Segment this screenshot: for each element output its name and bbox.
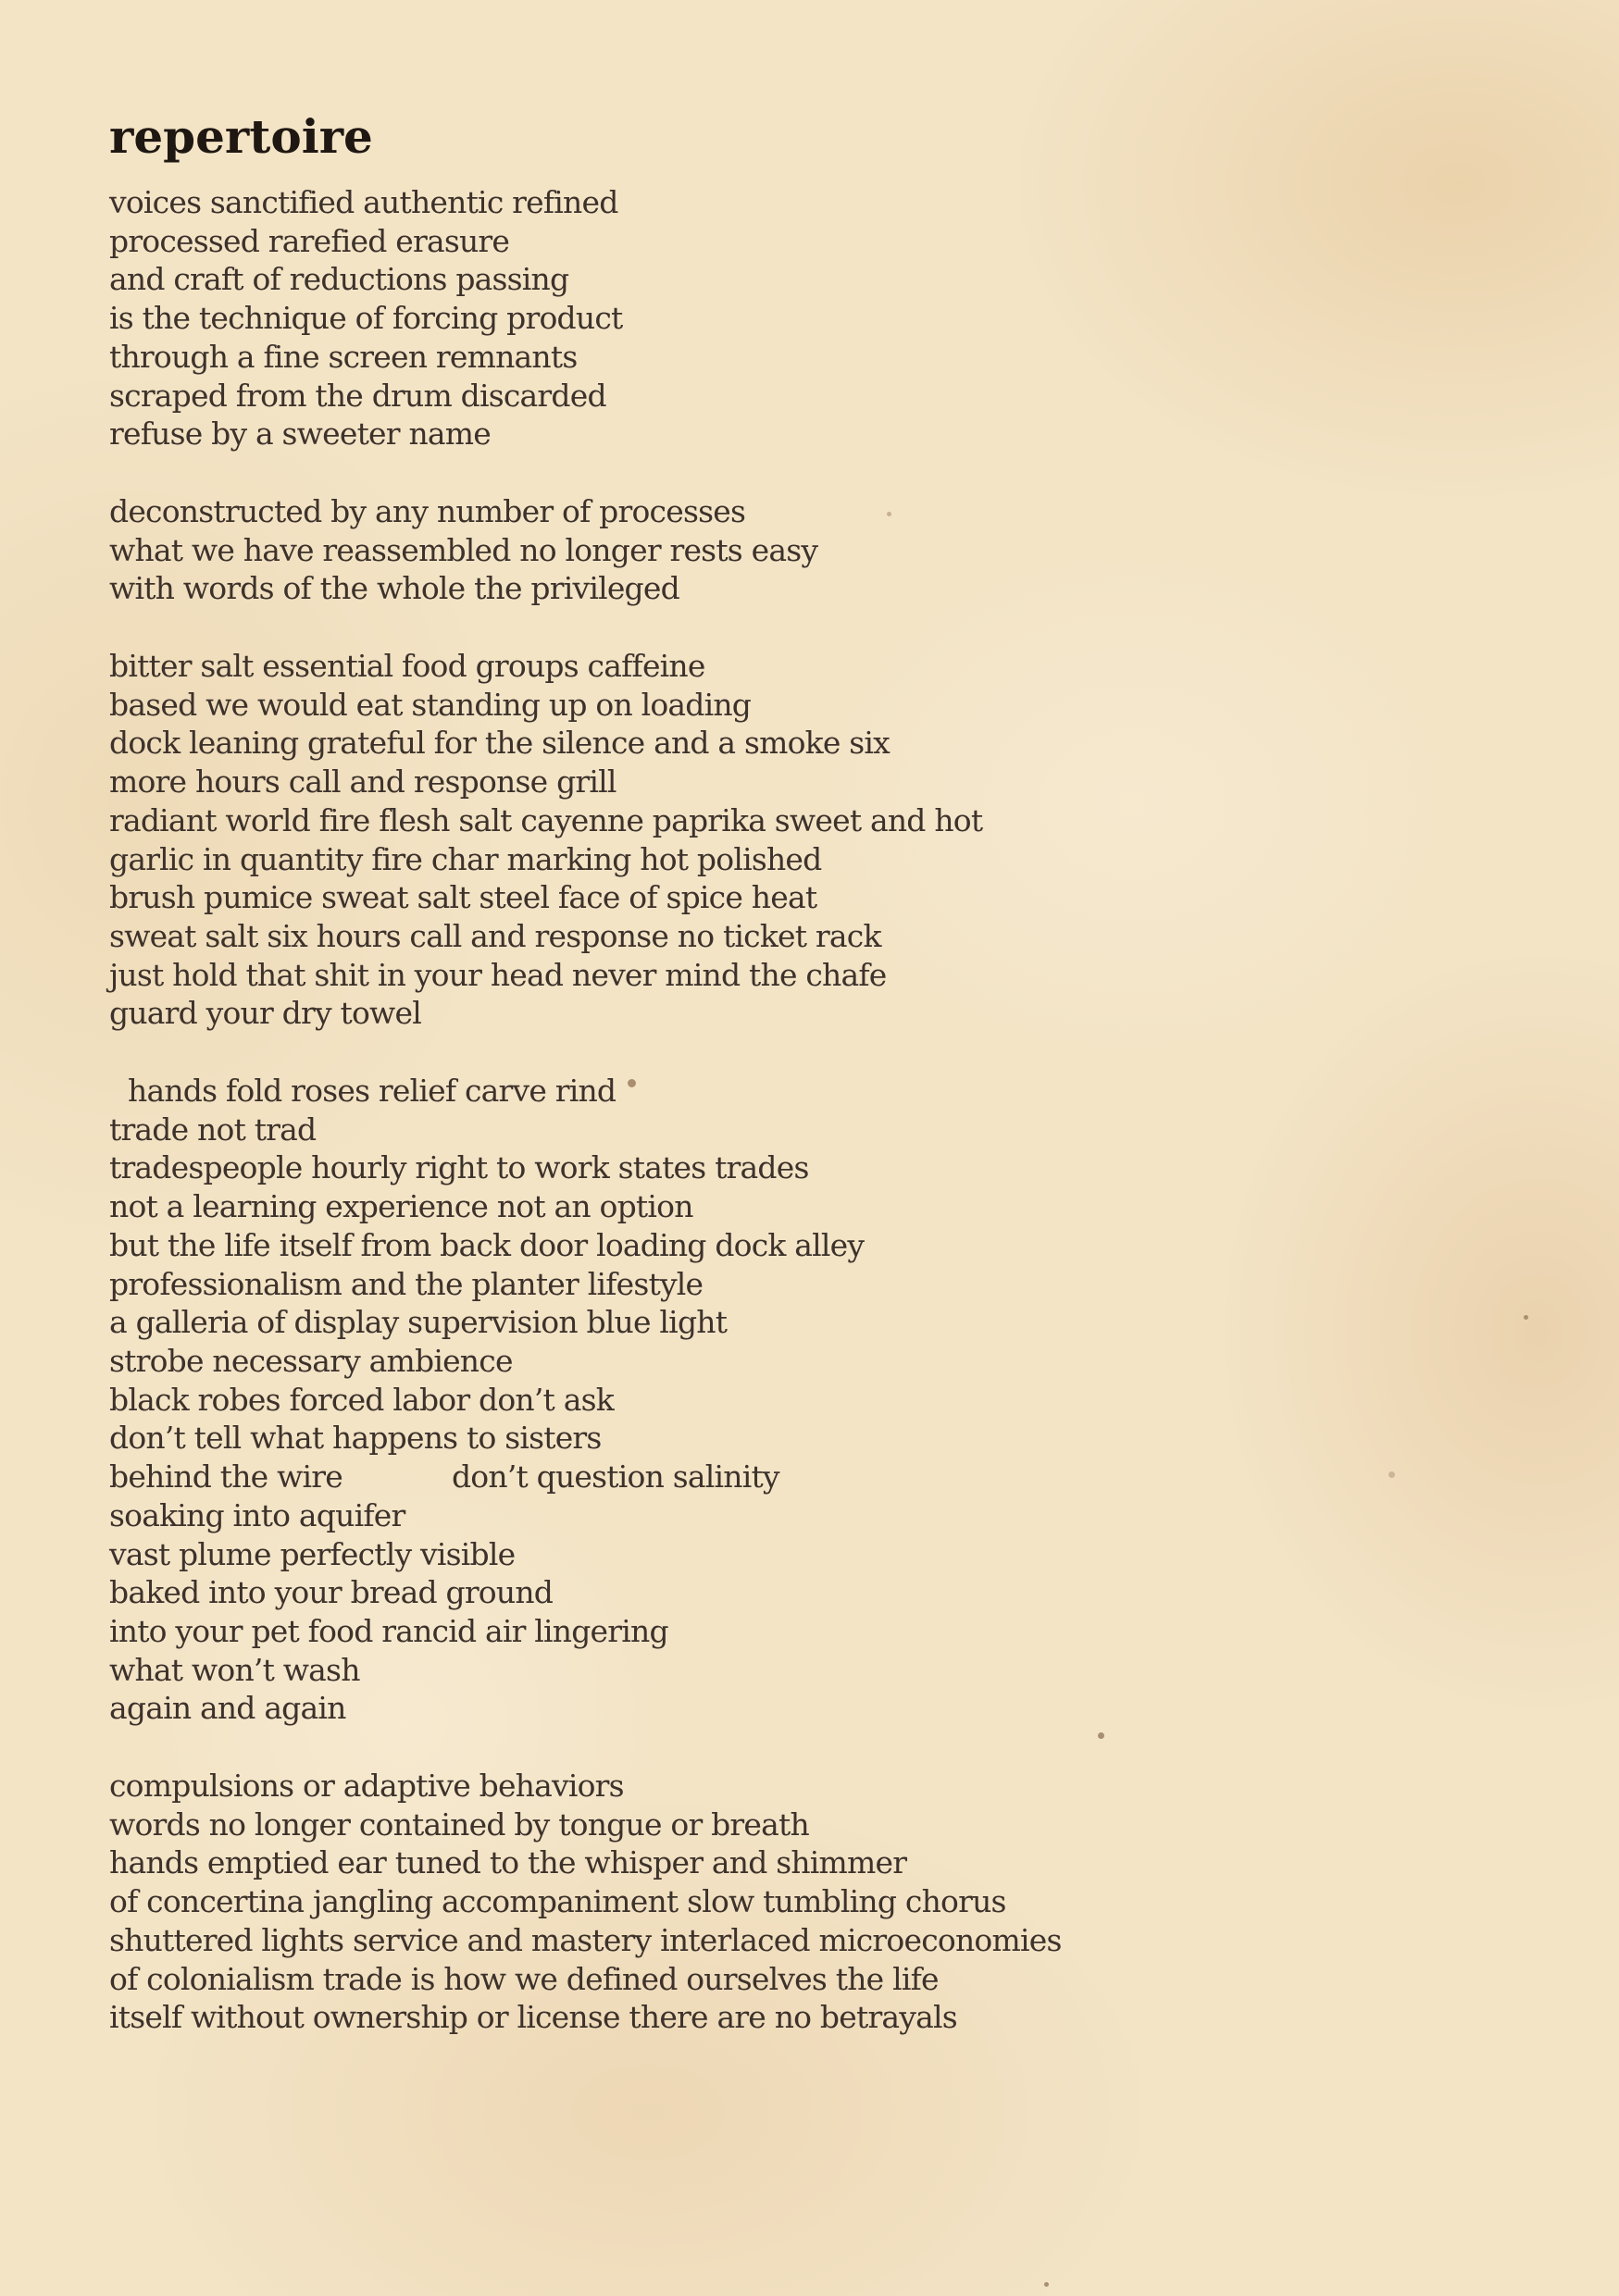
stanza-2 bbox=[109, 492, 1498, 608]
poem-line: scraped from the drum discarded bbox=[109, 377, 606, 414]
poem-line: sweat salt six hours call and response no ticket rack bbox=[109, 917, 881, 954]
paper-speck bbox=[628, 1079, 636, 1087]
poem-line: deconstructed by any number of processes bbox=[109, 492, 746, 529]
poem-line: a galleria of display supervision blue light bbox=[109, 1304, 728, 1341]
stanza-3 bbox=[109, 647, 1498, 1033]
poem-line: into your pet food rancid air lingering bbox=[109, 1612, 668, 1649]
poem-line: shuttered lights service and mastery interlaced microeconomies bbox=[109, 1921, 1062, 1958]
poem-line: but the life itself from back door loading dock alley bbox=[109, 1226, 865, 1263]
poem-page bbox=[109, 104, 1498, 2076]
poem-line: guard your dry towel bbox=[109, 995, 421, 1032]
poem-line: don’t tell what happens to sisters bbox=[109, 1420, 602, 1457]
poem-line: processed rarefied erasure bbox=[109, 222, 510, 259]
poem-line: garlic in quantity fire char marking hot polished bbox=[109, 840, 822, 877]
poem-line: with words of the whole the privileged bbox=[109, 570, 679, 607]
poem-line: of colonialism trade is how we defined ourselves the life bbox=[109, 1960, 939, 1997]
poem-line: hands emptied ear tuned to the whisper and shimmer bbox=[109, 1844, 907, 1881]
poem-line: vast plume perfectly visible bbox=[109, 1535, 516, 1572]
poem-line: baked into your bread ground bbox=[109, 1574, 554, 1611]
poem-line: words no longer contained by tongue or breath bbox=[109, 1806, 809, 1843]
poem-line: and craft of reductions passing bbox=[109, 261, 569, 298]
poem-line: through a fine screen remnants bbox=[109, 338, 578, 375]
poem-line-indented bbox=[109, 1072, 1498, 1111]
poem-line: voices sanctified authentic refined bbox=[109, 184, 618, 220]
poem-line: not a learning experience not an option bbox=[109, 1188, 693, 1225]
stanza-5 bbox=[109, 1767, 1498, 2037]
poem-line: is the technique of forcing product bbox=[109, 300, 623, 337]
poem-line: professionalism and the planter lifestyle bbox=[109, 1265, 704, 1302]
poem-line: tradespeople hourly right to work states trades bbox=[109, 1149, 809, 1186]
poem-title: repertoire bbox=[109, 109, 373, 164]
poem-line-right: don’t question salinity bbox=[451, 1458, 779, 1496]
poem-line: refuse by a sweeter name bbox=[109, 416, 491, 453]
poem-line: soaking into aquifer bbox=[109, 1496, 405, 1533]
poem-line: trade not trad bbox=[109, 1111, 317, 1148]
poem-line: brush pumice sweat salt steel face of spice heat bbox=[109, 879, 817, 916]
poem-line: of concertina jangling accompaniment slow tumbling chorus bbox=[109, 1883, 1006, 1920]
poem-line: again and again bbox=[109, 1690, 346, 1727]
stanza-4 bbox=[109, 1072, 1498, 1728]
poem-line: what won’t wash bbox=[109, 1651, 360, 1688]
poem-line: black robes forced labor don’t ask bbox=[109, 1381, 614, 1418]
poem-line: bitter salt essential food groups caffeine bbox=[109, 648, 705, 685]
poem-line: radiant world fire flesh salt cayenne paprika sweet and hot bbox=[109, 801, 983, 838]
poem-line: what we have reassembled no longer rests easy bbox=[109, 531, 818, 568]
poem-line: more hours call and response grill bbox=[109, 763, 616, 800]
poem-line: dock leaning grateful for the silence and a smoke six bbox=[109, 725, 890, 762]
paper-speck bbox=[1524, 1315, 1528, 1320]
poem-line: compulsions or adaptive behaviors bbox=[109, 1768, 624, 1805]
poem-line-left: behind the wire bbox=[109, 1458, 342, 1496]
poem-line: based we would eat standing up on loading bbox=[109, 686, 752, 723]
paper-speck bbox=[1044, 2282, 1049, 2287]
paper-speck bbox=[887, 512, 891, 516]
poem-line: just hold that shit in your head never mind the chafe bbox=[109, 956, 887, 993]
poem-line: strobe necessary ambience bbox=[109, 1342, 513, 1379]
paper-speck bbox=[1389, 1471, 1395, 1478]
paper-speck bbox=[1098, 1732, 1104, 1739]
poem-line-split bbox=[109, 1458, 1498, 1496]
stanza-1 bbox=[109, 183, 1498, 453]
poem-line-text: hands fold roses relief carve rind bbox=[128, 1073, 616, 1110]
poem-line: itself without ownership or license there are no betrayals bbox=[109, 1999, 957, 2036]
